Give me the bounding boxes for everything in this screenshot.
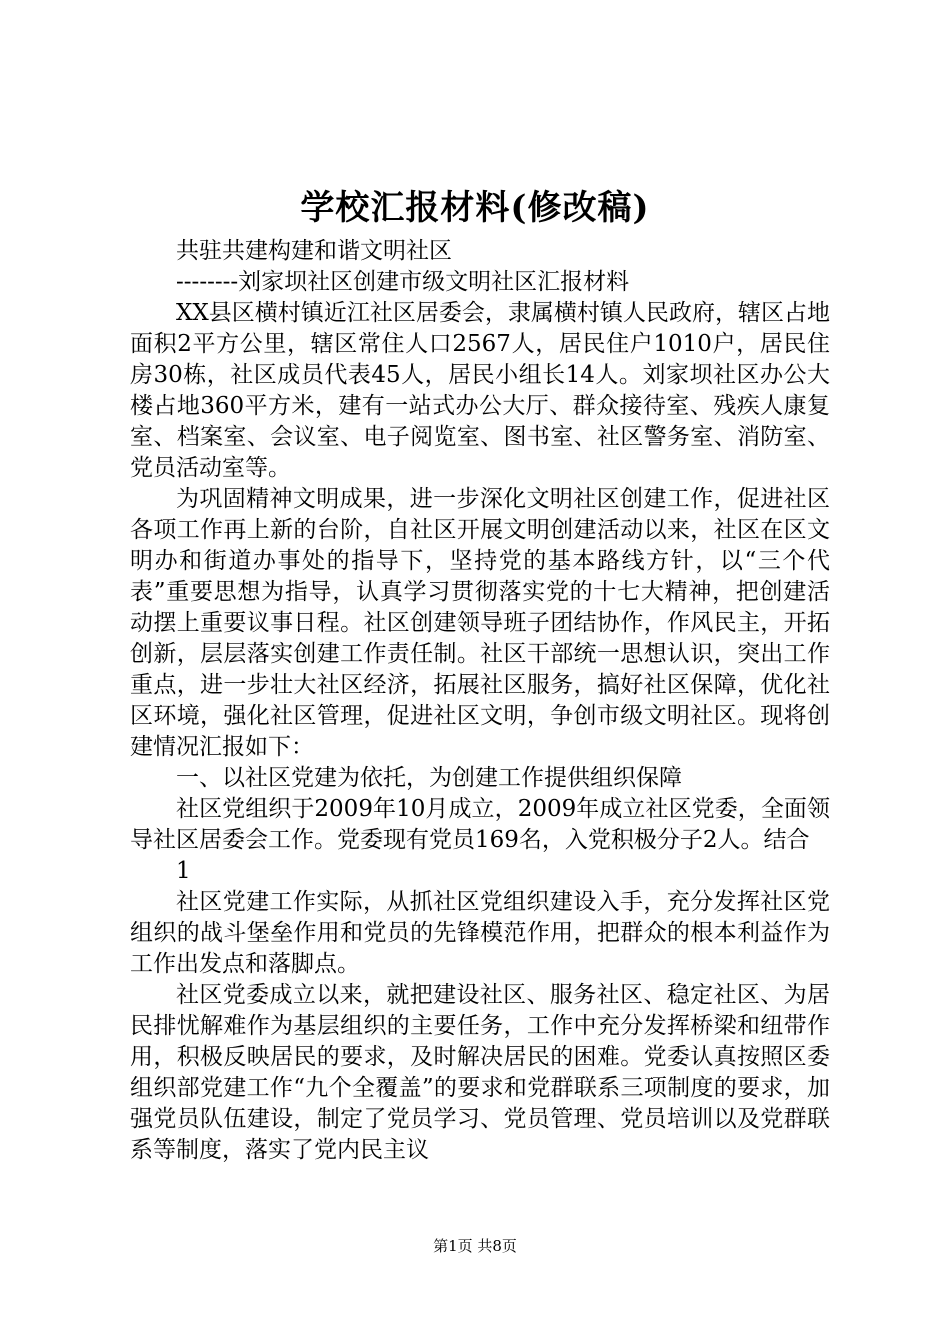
- paragraph-intro: XX县区横村镇近江社区居委会，隶属横村镇人民政府，辖区占地面积2平方公里，辖区常住人口2567人，居民住户1010户，居民住房30栋，社区成员代表45人，居民小组长14人。刘家坝社区办公大楼占地360平方米，建有一站式办公大厅、群众接待室、残疾人康复室、档案室、会议室、电子阅览室、图书室、社区警务室、消防室、党员活动室等。: [130, 300, 830, 481]
- page-footer: 第1页 共8页: [433, 1237, 517, 1255]
- document-body: [130, 236, 830, 1166]
- paragraph-subtitle-line: --------刘家坝社区创建市级文明社区汇报材料: [176, 269, 630, 295]
- section-heading-1: 一、以社区党建为依托，为创建工作提供组织保障: [176, 765, 682, 791]
- paragraph-party-committee: 社区党委成立以来，就把建设社区、服务社区、稳定社区、为居民排忧解难作为基层组织的主要任务，工作中充分发挥桥梁和纽带作用，积极反映居民的要求，及时解决居民的困难。党委认真按照区委组织部党建工作“九个全覆盖”的要求和党群联系三项制度的要求，加强党员队伍建设，制定了党员学习、党员管理、党员培训以及党群联系等制度，落实了党内民主议: [130, 982, 830, 1163]
- paragraph-party-org: 社区党组织于2009年10月成立，2009年成立社区党委，全面领导社区居委会工作。党委现有党员169名，入党积极分子2人。结合: [130, 796, 830, 853]
- paragraph-party-work: 社区党建工作实际，从抓社区党组织建设入手，充分发挥社区党组织的战斗堡垒作用和党员的先锋模范作用，把群众的根本利益作为工作出发点和落脚点。: [130, 889, 830, 977]
- paragraph-subtitle: 共驻共建构建和谐文明社区: [176, 238, 452, 264]
- document-title: 学校汇报材料(修改稿): [300, 188, 650, 228]
- paragraph-background: 为巩固精神文明成果，进一步深化文明社区创建工作，促进社区各项工作再上新的台阶，自社区开展文明创建活动以来，社区在区文明办和街道办事处的指导下，坚持党的基本路线方针，以“三个代表”重要思想为指导，认真学习贯彻落实党的十七大精神，把创建活动摆上重要议事日程。社区创建领导班子团结协作，作风民主，开拓创新，层层落实创建工作责任制。社区干部统一思想认识，突出工作重点，进一步壮大社区经济，拓展社区服务，搞好社区保障，优化社区环境，强化社区管理，促进社区文明，争创市级文明社区。现将创建情况汇报如下：: [130, 486, 830, 760]
- page-number-marker: 1: [176, 858, 191, 884]
